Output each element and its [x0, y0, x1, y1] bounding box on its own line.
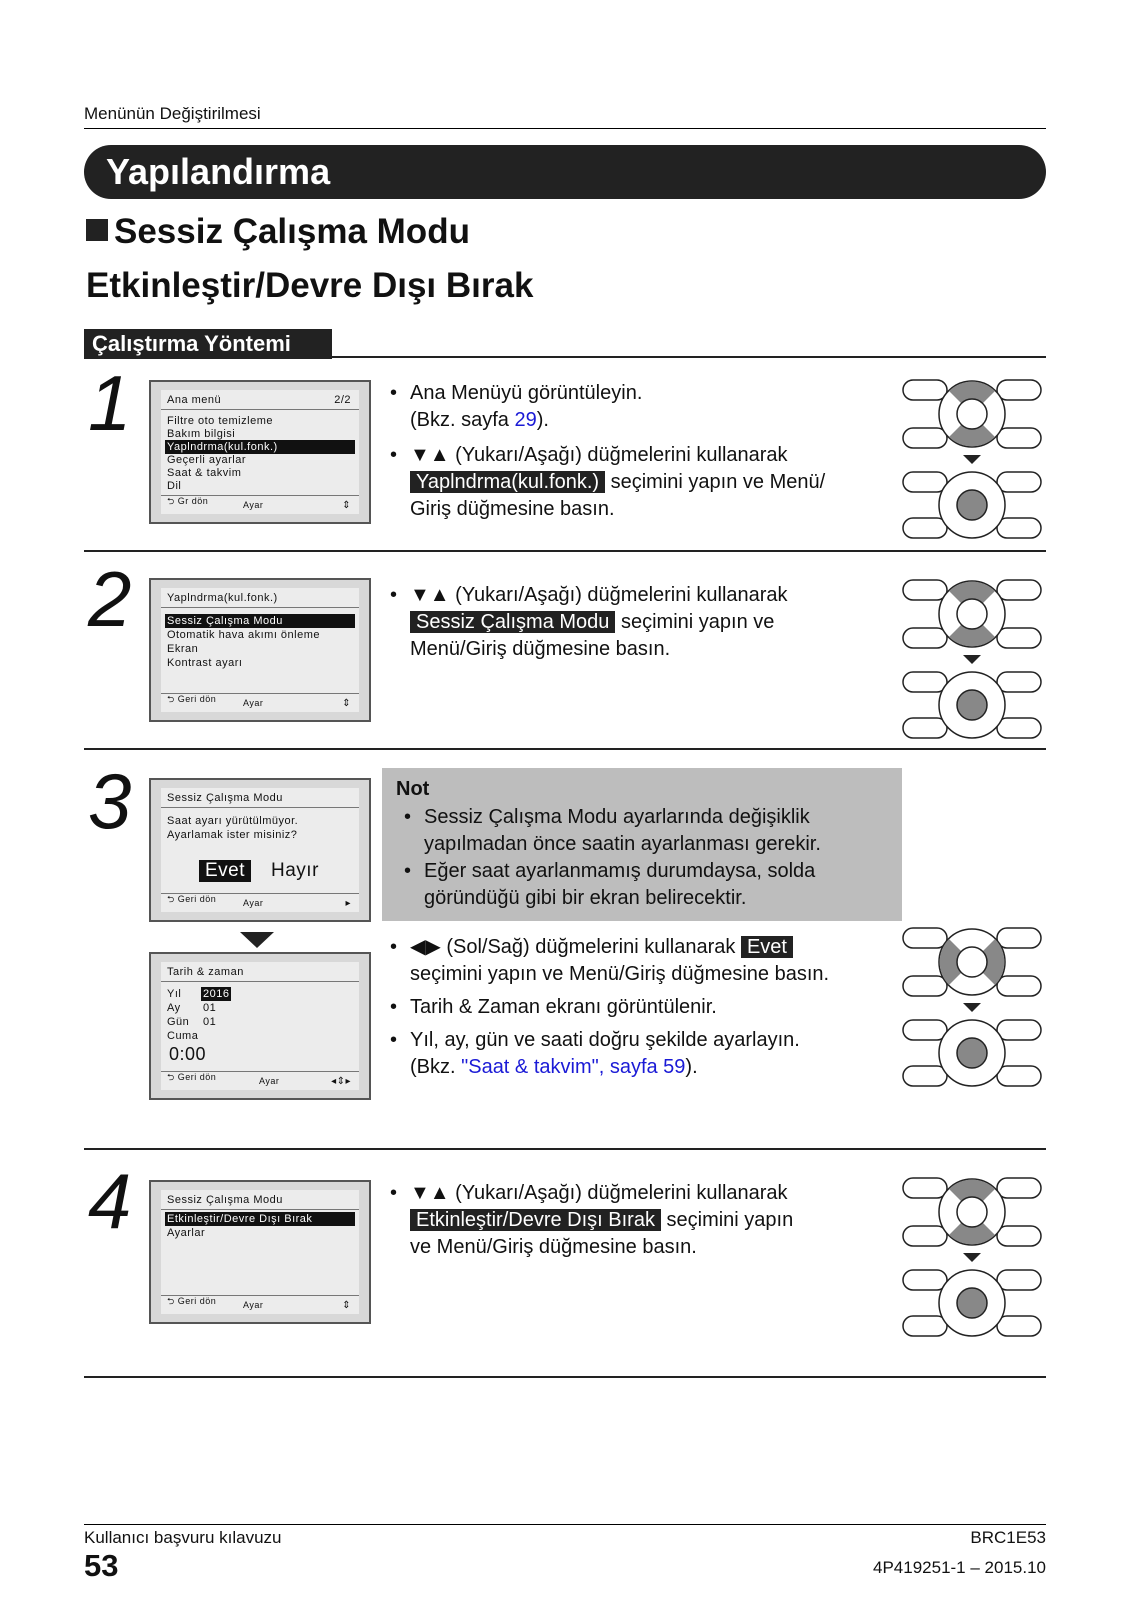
four-way-icon: ◂⇕▸ [331, 1076, 351, 1087]
step-instructions: • ▼▲ (Yukarı/Aşağı) düğmelerini kullanarak Etkinleştir/Devre Dışı Bırak seçimini yapın ve Menü/Giriş düğmesine basın. [390, 1182, 794, 1258]
lcd-title: Sessiz Çalışma Modu [167, 792, 283, 804]
footer-doc-id: 4P419251-1 – 2015.10 [873, 1558, 1046, 1577]
back-icon: ⮌ [167, 694, 178, 704]
step-number: 4 [88, 1157, 132, 1245]
lcd-item: Otomatik hava akımı önleme [167, 629, 321, 641]
step-divider [84, 748, 1046, 750]
step-divider [84, 1148, 1046, 1150]
lcd-item: Ayarlar [167, 1227, 206, 1239]
lcd-item-selected: Sessiz Çalışma Modu [165, 614, 355, 628]
lcd-foot-back: ⮌ Gr dön [167, 496, 209, 506]
left-right-arrows-icon: ◀▶ [410, 936, 447, 958]
lcd-foot-back: ⮌ Geri dön [167, 694, 217, 704]
page-link[interactable]: "Saat & takvim", sayfa 59 [461, 1056, 686, 1078]
lcd-message: Saat ayarı yürütülmüyor. [167, 815, 299, 827]
lcd-foot-set: Ayar [243, 1300, 264, 1310]
lcd-item-selected: Yaplndrma(kul.fonk.) [165, 440, 355, 454]
dpad-leftright-icon [900, 926, 1044, 1095]
highlight-label: Etkinleştir/Devre Dışı Bırak [410, 1209, 661, 1231]
lcd-foot-back: ⮌ Geri dön [167, 894, 217, 904]
lcd-item-selected: Etkinleştir/Devre Dışı Bırak [165, 1212, 355, 1226]
lcd-item: Filtre oto temizleme [167, 415, 273, 427]
lcd-foot-set: Ayar [243, 898, 264, 908]
lcd-item: Kontrast ayarı [167, 657, 243, 669]
chapter-banner [84, 145, 1046, 199]
down-arrow-icon [240, 932, 274, 948]
lcd-day-label: Gün [167, 1016, 190, 1028]
updown-icon: ⇕ [342, 698, 351, 709]
lcd-month-value: 01 [203, 1002, 217, 1014]
lcd-foot-set: Ayar [243, 500, 264, 510]
right-arrow-icon: ▸ [345, 898, 351, 909]
lcd-screen [149, 952, 371, 1100]
step-number: 1 [88, 359, 132, 447]
lcd-year-label: Yıl [167, 988, 182, 1000]
step-instructions: • ◀▶ (Sol/Sağ) düğmelerini kullanarak Evet seçimini yapın ve Menü/Giriş düğmesine basın. • Tarih & Zaman ekranı görüntülenir. • Yıl, ay, gün ve saati doğru şekilde ayarlayın. (Bkz. "Saat & takvim", sayfa 59). [390, 936, 830, 1078]
highlight-label: Sessiz Çalışma Modu [410, 611, 615, 633]
footer-manual: Kullanıcı başvuru kılavuzu [84, 1528, 282, 1547]
dpad-updown-icon [900, 578, 1044, 747]
highlight-label: Evet [741, 936, 793, 958]
lcd-page: 2/2 [334, 394, 351, 406]
method-tab [84, 329, 332, 359]
step-divider [84, 1376, 1046, 1378]
lcd-title: Yaplndrma(kul.fonk.) [167, 592, 278, 604]
header-divider [84, 128, 1046, 129]
updown-icon: ⇕ [342, 1300, 351, 1311]
chapter-title: Yapılandırma [106, 151, 331, 192]
lcd-screen [149, 380, 371, 524]
lcd-screen [149, 1180, 371, 1324]
step-number: 3 [88, 757, 132, 845]
step-instructions: • Ana Menüyü görüntüleyin. (Bkz. sayfa 29). • ▼▲ (Yukarı/Aşağı) düğmelerini kullanarak Yaplndrma(kul.fonk.) seçimini yapın ve Menü/ Giriş düğmesine basın. [390, 382, 826, 520]
down-up-arrows-icon: ▼▲ [410, 444, 456, 466]
lcd-weekday: Cuma [167, 1030, 199, 1042]
page-number: 53 [84, 1548, 119, 1583]
page-link[interactable]: 29 [514, 409, 537, 431]
lcd-foot-back: ⮌ Geri dön [167, 1072, 217, 1082]
lcd-foot-set: Ayar [259, 1076, 280, 1086]
note-text: • Sessiz Çalışma Modu ayarlarında değişiklik yapılmadan önce saatin ayarlanması gerekir. • Eğer saat ayarlanmamış durumdaysa, solda göründüğü gibi bir ekran belirecektir. [404, 806, 821, 909]
back-icon: ⮌ [167, 496, 178, 506]
down-up-arrows-icon: ▼▲ [410, 1182, 456, 1204]
lcd-message: Ayarlamak ister misiniz? [167, 829, 298, 841]
square-bullet-icon [86, 219, 108, 241]
footer-model: BRC1E53 [970, 1528, 1046, 1547]
lcd-item: Dil [167, 480, 182, 492]
lcd-item: Bakım bilgisi [167, 428, 236, 440]
method-tab-label: Çalıştırma Yöntemi [92, 331, 291, 356]
lcd-title: Sessiz Çalışma Modu [167, 1194, 283, 1206]
lcd-screen [149, 778, 371, 922]
note-box [382, 768, 902, 921]
updown-icon: ⇕ [342, 500, 351, 511]
lcd-foot-set: Ayar [243, 698, 264, 708]
dpad-updown-icon [900, 378, 1044, 547]
step-divider [84, 550, 1046, 552]
lcd-screen [149, 578, 371, 722]
footer-divider [84, 1524, 1046, 1525]
step-instructions: • ▼▲ (Yukarı/Aşağı) düğmelerini kullanarak Sessiz Çalışma Modu seçimini yapın ve Menü/Giriş düğmesine basın. [390, 584, 788, 660]
lcd-item: Ekran [167, 643, 199, 655]
lcd-year-value: 2016 [203, 988, 230, 1000]
lcd-title: Ana menü [167, 394, 222, 406]
dpad-updown-icon [900, 1176, 1044, 1345]
back-icon: ⮌ [167, 1296, 178, 1306]
lcd-no-option: Hayır [271, 860, 319, 881]
highlight-label: Yaplndrma(kul.fonk.) [410, 471, 605, 493]
lcd-foot-back: ⮌ Geri dön [167, 1296, 217, 1306]
step-number: 2 [88, 555, 132, 643]
step-divider [84, 356, 1046, 358]
heading-line2: Etkinleştir/Devre Dışı Bırak [86, 266, 534, 305]
note-title: Not [396, 778, 430, 800]
heading-line1: Sessiz Çalışma Modu [86, 212, 470, 252]
lcd-time: 0:00 [169, 1044, 207, 1064]
down-up-arrows-icon: ▼▲ [410, 584, 456, 606]
lcd-month-label: Ay [167, 1002, 181, 1014]
lcd-item: Geçerli ayarlar [167, 454, 247, 466]
back-icon: ⮌ [167, 894, 178, 904]
back-icon: ⮌ [167, 1072, 178, 1082]
lcd-yes-option: Evet [199, 860, 251, 882]
lcd-title: Tarih & zaman [167, 966, 244, 978]
lcd-day-value: 01 [203, 1016, 217, 1028]
section-label: Menünün Değiştirilmesi [84, 104, 261, 123]
lcd-item: Saat & takvim [167, 467, 242, 479]
